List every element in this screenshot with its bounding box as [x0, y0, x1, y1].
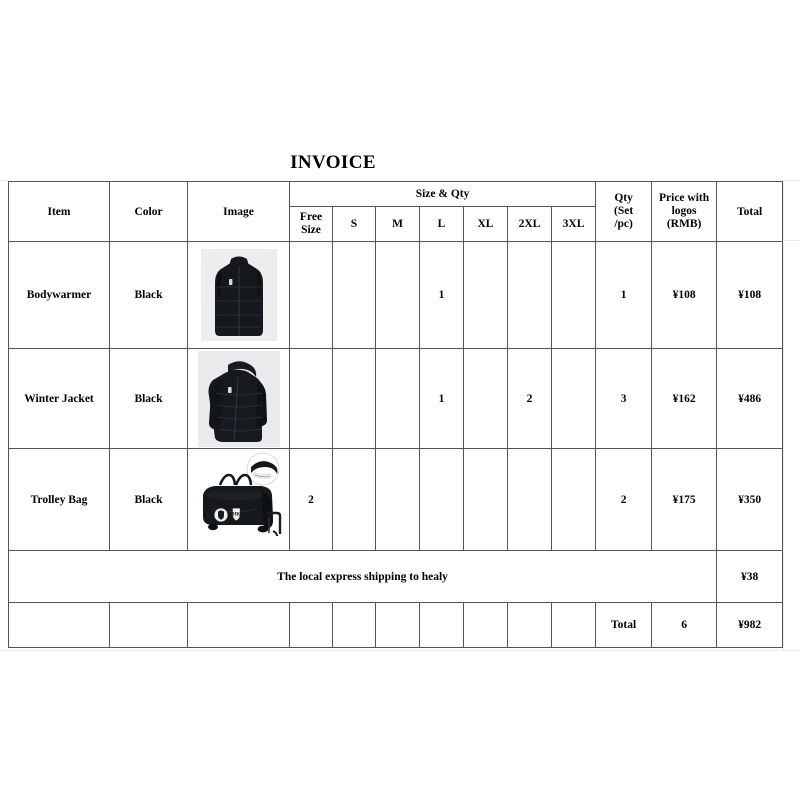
row-size-m [376, 242, 420, 349]
table-row [9, 449, 783, 551]
row-image-cell [188, 242, 290, 349]
summary-label: Total [596, 603, 652, 648]
product-photo [189, 451, 289, 549]
header-size-free [290, 207, 333, 242]
row-size-l: 1 [420, 349, 464, 449]
row-image-cell [188, 349, 290, 449]
row-size-s [333, 449, 376, 551]
header-price-line3: (RMB) [666, 217, 702, 230]
row-price: ¥162 [652, 349, 717, 449]
row-size-m [376, 449, 420, 551]
row-total: ¥108 [717, 242, 783, 349]
header-qty-line1: Qty [614, 192, 633, 205]
summary-row [9, 603, 783, 648]
page-rule [783, 181, 784, 650]
row-size-2xl [508, 242, 552, 349]
trolley-bag-photo [188, 451, 289, 549]
row-qty: 1 [596, 242, 652, 349]
row-size-s [333, 349, 376, 449]
row-size-2xl [508, 449, 552, 551]
row-total: ¥486 [717, 349, 783, 449]
row-size-m [376, 349, 420, 449]
header-size-l: L [420, 207, 464, 242]
header-qty-line2: (Set [613, 205, 634, 218]
row-item-name: Winter Jacket [9, 349, 110, 449]
row-size-xl [464, 349, 508, 449]
summary-blank-m [376, 603, 420, 648]
row-qty: 2 [596, 449, 652, 551]
shipping-row [9, 551, 783, 603]
row-color: Black [110, 349, 188, 449]
row-item-name: Bodywarmer [9, 242, 110, 349]
summary-blank-free [290, 603, 333, 648]
invoice-table [8, 181, 783, 648]
row-size-xl [464, 449, 508, 551]
summary-blank-2xl [508, 603, 552, 648]
row-size-3xl [552, 349, 596, 449]
table-header-row-top [9, 182, 783, 207]
table-row [9, 349, 783, 449]
summary-blank-s [333, 603, 376, 648]
header-total: Total [717, 182, 783, 242]
page-rule [0, 180, 8, 181]
row-price: ¥175 [652, 449, 717, 551]
row-size-xl [464, 242, 508, 349]
summary-amount: ¥982 [717, 603, 783, 648]
header-qty-line3: /pc) [614, 217, 633, 230]
row-size-s [333, 242, 376, 349]
row-size-l: 1 [420, 242, 464, 349]
header-size-3xl: 3XL [552, 207, 596, 242]
row-size-free [290, 242, 333, 349]
row-color: Black [110, 449, 188, 551]
row-total: ¥350 [717, 449, 783, 551]
shipping-amount: ¥38 [717, 551, 783, 603]
winter-jacket-photo [188, 351, 289, 447]
header-color: Color [110, 182, 188, 242]
row-size-free: 2 [290, 449, 333, 551]
header-item: Item [9, 182, 110, 242]
row-size-3xl [552, 242, 596, 349]
summary-blank-xl [464, 603, 508, 648]
page-rule [782, 240, 800, 241]
summary-blank-image [188, 603, 290, 648]
page-title: INVOICE [290, 152, 376, 173]
summary-blank-item [9, 603, 110, 648]
header-qty [596, 182, 652, 242]
shipping-label: The local express shipping to healy [9, 551, 717, 603]
summary-blank-l [420, 603, 464, 648]
row-qty: 3 [596, 349, 652, 449]
header-size-free-line2: Size [301, 224, 321, 236]
row-item-name: Trolley Bag [9, 449, 110, 551]
summary-blank-3xl [552, 603, 596, 648]
header-price-line1: Price with [659, 192, 710, 205]
page-rule [782, 180, 800, 181]
header-size-free-line1: Free [299, 211, 323, 224]
product-photo [201, 249, 277, 341]
row-price: ¥108 [652, 242, 717, 349]
header-image: Image [188, 182, 290, 242]
page-rule [0, 650, 800, 651]
summary-qty: 6 [652, 603, 717, 648]
header-size-m: M [376, 207, 420, 242]
header-size-s: S [333, 207, 376, 242]
row-image-cell [188, 449, 290, 551]
header-price-with-logos [652, 182, 717, 242]
row-size-l [420, 449, 464, 551]
row-size-free [290, 349, 333, 449]
header-size-xl: XL [464, 207, 508, 242]
row-size-2xl: 2 [508, 349, 552, 449]
svg-text:HK: HK [231, 510, 240, 517]
summary-blank-color [110, 603, 188, 648]
header-size-2xl: 2XL [508, 207, 552, 242]
table-row [9, 242, 783, 349]
bodywarmer-photo [188, 249, 289, 341]
row-size-3xl [552, 449, 596, 551]
header-price-line2: logos [671, 205, 697, 218]
row-color: Black [110, 242, 188, 349]
product-photo [198, 351, 280, 447]
header-size-qty-group: Size & Qty [290, 182, 596, 207]
